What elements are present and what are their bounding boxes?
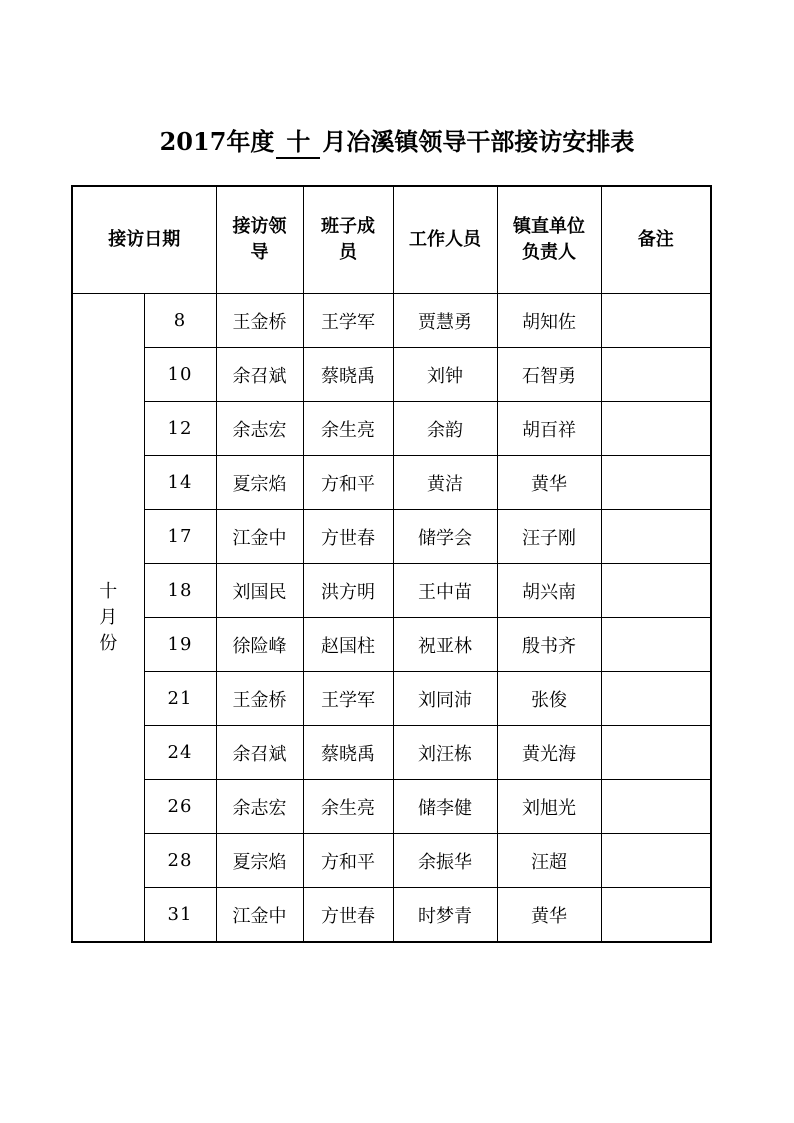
member-cell: 洪方明: [303, 564, 393, 618]
header-unit-line1: 镇直单位: [513, 216, 585, 237]
month-char: 份: [99, 632, 118, 654]
header-member-line1: 班子成: [321, 216, 375, 237]
day-cell: 21: [144, 672, 216, 726]
note-cell: [601, 618, 711, 672]
leader-cell: 江金中: [216, 888, 303, 943]
note-cell: [601, 888, 711, 943]
month-char: 月: [99, 606, 118, 628]
member-cell: 方和平: [303, 456, 393, 510]
note-cell: [601, 726, 711, 780]
unit-cell: 张俊: [497, 672, 601, 726]
title-suffix: 月冶溪镇领导干部接访安排表: [322, 127, 635, 156]
day-cell: 26: [144, 780, 216, 834]
note-cell: [601, 510, 711, 564]
month-char: 十: [99, 580, 118, 602]
table-row: [72, 780, 711, 834]
member-cell: 方和平: [303, 834, 393, 888]
header-member: [303, 186, 393, 294]
day-cell: 28: [144, 834, 216, 888]
leader-cell: 王金桥: [216, 294, 303, 348]
member-cell: 王学军: [303, 294, 393, 348]
leader-cell: 余召斌: [216, 726, 303, 780]
table-body: [72, 294, 711, 943]
table-row: [72, 402, 711, 456]
staff-cell: 贾慧勇: [393, 294, 497, 348]
table-row: [72, 834, 711, 888]
schedule-table: [71, 185, 712, 943]
note-cell: [601, 456, 711, 510]
unit-cell: 刘旭光: [497, 780, 601, 834]
header-row: [72, 186, 711, 294]
page-title: [0, 124, 794, 160]
member-cell: 方世春: [303, 888, 393, 943]
member-cell: 赵国柱: [303, 618, 393, 672]
header-leader: [216, 186, 303, 294]
note-cell: [601, 294, 711, 348]
unit-cell: 黄华: [497, 456, 601, 510]
unit-cell: 汪超: [497, 834, 601, 888]
day-cell: 8: [144, 294, 216, 348]
note-cell: [601, 672, 711, 726]
staff-cell: 王中苗: [393, 564, 497, 618]
day-cell: 31: [144, 888, 216, 943]
staff-cell: 刘同沛: [393, 672, 497, 726]
unit-cell: 殷书齐: [497, 618, 601, 672]
staff-cell: 余振华: [393, 834, 497, 888]
header-leader-line1: 接访领: [232, 216, 287, 237]
leader-cell: 刘国民: [216, 564, 303, 618]
unit-cell: 胡兴南: [497, 564, 601, 618]
member-cell: 王学军: [303, 672, 393, 726]
unit-cell: 胡知佐: [497, 294, 601, 348]
day-cell: 12: [144, 402, 216, 456]
unit-cell: 石智勇: [497, 348, 601, 402]
staff-cell: 储学会: [393, 510, 497, 564]
staff-cell: 时梦青: [393, 888, 497, 943]
staff-cell: 黄洁: [393, 456, 497, 510]
member-cell: 蔡晓禹: [303, 348, 393, 402]
header-leader-line2: 导: [250, 242, 269, 263]
member-cell: 余生亮: [303, 402, 393, 456]
staff-cell: 余韵: [393, 402, 497, 456]
note-cell: [601, 564, 711, 618]
table-row: [72, 726, 711, 780]
note-cell: [601, 402, 711, 456]
unit-cell: 黄光海: [497, 726, 601, 780]
member-cell: 余生亮: [303, 780, 393, 834]
title-month: 十: [276, 127, 320, 159]
leader-cell: 余志宏: [216, 402, 303, 456]
table-row: [72, 348, 711, 402]
header-staff: 工作人员: [393, 186, 497, 294]
day-cell: 10: [144, 348, 216, 402]
day-cell: 18: [144, 564, 216, 618]
member-cell: 方世春: [303, 510, 393, 564]
leader-cell: 余召斌: [216, 348, 303, 402]
table-row: [72, 294, 711, 348]
staff-cell: 储李健: [393, 780, 497, 834]
day-cell: 14: [144, 456, 216, 510]
table-row: [72, 618, 711, 672]
table-row: [72, 564, 711, 618]
unit-cell: 汪子刚: [497, 510, 601, 564]
table-row: [72, 888, 711, 943]
day-cell: 19: [144, 618, 216, 672]
header-date: 接访日期: [72, 186, 216, 294]
table-row: [72, 510, 711, 564]
title-prefix: 2017年度: [159, 127, 275, 156]
unit-cell: 胡百祥: [497, 402, 601, 456]
header-unit: [497, 186, 601, 294]
table-row: [72, 672, 711, 726]
day-cell: 17: [144, 510, 216, 564]
header-unit-line2: 负责人: [522, 242, 576, 263]
staff-cell: 祝亚林: [393, 618, 497, 672]
month-cell: [72, 294, 144, 943]
header-member-line2: 员: [339, 242, 357, 263]
leader-cell: 王金桥: [216, 672, 303, 726]
day-cell: 24: [144, 726, 216, 780]
header-note: 备注: [601, 186, 711, 294]
leader-cell: 徐险峰: [216, 618, 303, 672]
table-row: [72, 456, 711, 510]
staff-cell: 刘钟: [393, 348, 497, 402]
leader-cell: 夏宗焰: [216, 834, 303, 888]
unit-cell: 黄华: [497, 888, 601, 943]
leader-cell: 江金中: [216, 510, 303, 564]
leader-cell: 余志宏: [216, 780, 303, 834]
note-cell: [601, 348, 711, 402]
note-cell: [601, 834, 711, 888]
leader-cell: 夏宗焰: [216, 456, 303, 510]
member-cell: 蔡晓禹: [303, 726, 393, 780]
note-cell: [601, 780, 711, 834]
staff-cell: 刘汪栋: [393, 726, 497, 780]
